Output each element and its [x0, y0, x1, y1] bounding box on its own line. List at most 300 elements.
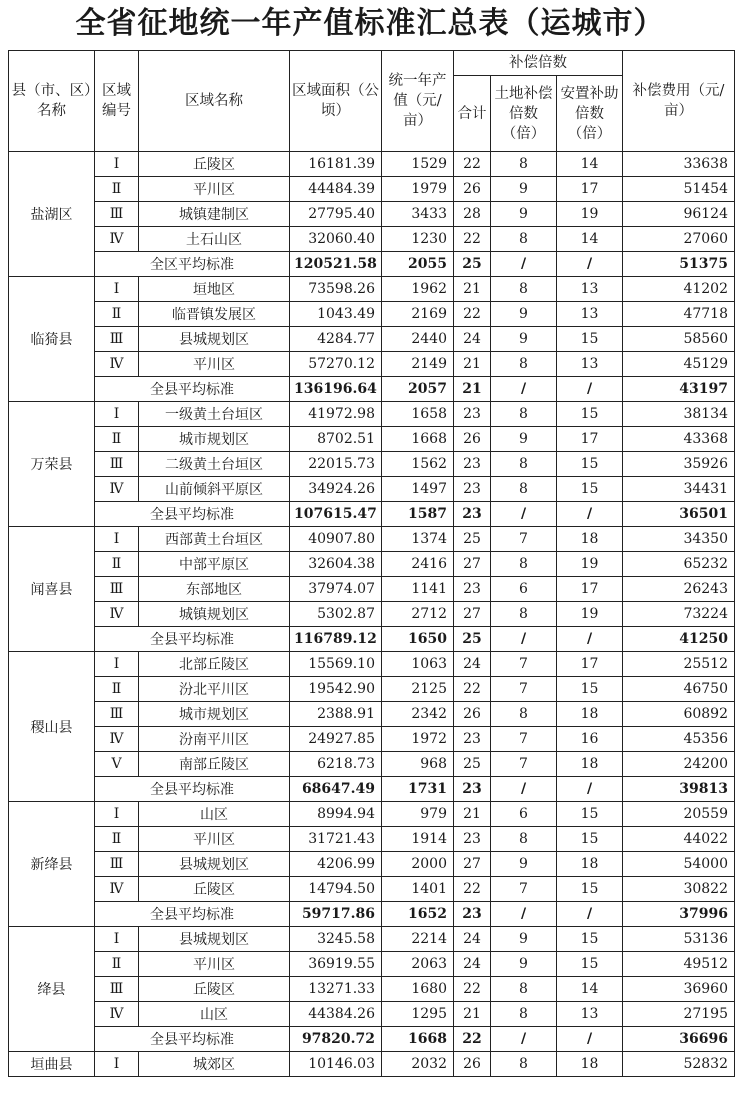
annual-value: 979: [382, 802, 454, 827]
county-name: 垣曲县: [9, 1052, 95, 1077]
resettle-multiple: 17: [557, 427, 623, 452]
land-multiple: 8: [491, 1002, 557, 1027]
table-row: [9, 702, 735, 727]
resettle-multiple: 15: [557, 802, 623, 827]
annual-value: 1562: [382, 452, 454, 477]
compensation-fee: 34431: [623, 477, 735, 502]
average-label: 全县平均标准: [95, 777, 290, 802]
land-multiple: 7: [491, 677, 557, 702]
average-total: 23: [454, 902, 491, 927]
region-area: 13271.33: [290, 977, 382, 1002]
compensation-fee: 51454: [623, 177, 735, 202]
compensation-fee: 24200: [623, 752, 735, 777]
resettle-multiple: 18: [557, 852, 623, 877]
region-area: 24927.85: [290, 727, 382, 752]
average-label: 全县平均标准: [95, 377, 290, 402]
average-label: 全县平均标准: [95, 502, 290, 527]
multiple-total: 26: [454, 1052, 491, 1077]
average-value: 1587: [382, 502, 454, 527]
compensation-fee: 53136: [623, 927, 735, 952]
annual-value: 1972: [382, 727, 454, 752]
average-total: 22: [454, 1027, 491, 1052]
average-area: 68647.49: [290, 777, 382, 802]
region-code: Ⅴ: [95, 752, 139, 777]
annual-value: 2169: [382, 302, 454, 327]
region-area: 5302.87: [290, 602, 382, 627]
compensation-fee: 73224: [623, 602, 735, 627]
multiple-total: 22: [454, 677, 491, 702]
table-row: [9, 1002, 735, 1027]
multiple-total: 24: [454, 327, 491, 352]
county-name: 绛县: [9, 927, 95, 1052]
region-area: 32060.40: [290, 227, 382, 252]
land-multiple: 8: [491, 602, 557, 627]
annual-value: 1529: [382, 152, 454, 177]
region-code: Ⅲ: [95, 202, 139, 227]
multiple-total: 21: [454, 352, 491, 377]
region-name: 县城规划区: [139, 927, 290, 952]
land-multiple: 6: [491, 802, 557, 827]
average-resettle: /: [557, 1027, 623, 1052]
multiple-total: 23: [454, 402, 491, 427]
region-area: 22015.73: [290, 452, 382, 477]
annual-value: 2000: [382, 852, 454, 877]
compensation-fee: 27195: [623, 1002, 735, 1027]
land-multiple: 8: [491, 1052, 557, 1077]
region-area: 4206.99: [290, 852, 382, 877]
region-code: Ⅱ: [95, 952, 139, 977]
average-value: 2055: [382, 252, 454, 277]
compensation-fee: 33638: [623, 152, 735, 177]
region-code: Ⅲ: [95, 452, 139, 477]
land-multiple: 9: [491, 327, 557, 352]
multiple-total: 24: [454, 927, 491, 952]
table-row: [9, 177, 735, 202]
compensation-fee: 43368: [623, 427, 735, 452]
compensation-table: [8, 50, 735, 1077]
region-code: Ⅱ: [95, 427, 139, 452]
region-area: 41972.98: [290, 402, 382, 427]
average-fee: 37996: [623, 902, 735, 927]
land-multiple: 7: [491, 727, 557, 752]
county-name: 盐湖区: [9, 152, 95, 277]
region-code: Ⅳ: [95, 602, 139, 627]
region-name: 东部地区: [139, 577, 290, 602]
annual-value: 1295: [382, 1002, 454, 1027]
multiple-total: 27: [454, 552, 491, 577]
average-fee: 36696: [623, 1027, 735, 1052]
compensation-fee: 54000: [623, 852, 735, 877]
average-total: 21: [454, 377, 491, 402]
region-area: 31721.43: [290, 827, 382, 852]
average-row: [9, 902, 735, 927]
land-multiple: 8: [491, 552, 557, 577]
region-area: 8702.51: [290, 427, 382, 452]
multiple-total: 22: [454, 227, 491, 252]
region-name: 一级黄土台垣区: [139, 402, 290, 427]
region-code: Ⅰ: [95, 652, 139, 677]
compensation-fee: 65232: [623, 552, 735, 577]
table-row: [9, 227, 735, 252]
multiple-total: 26: [454, 177, 491, 202]
resettle-multiple: 18: [557, 702, 623, 727]
region-area: 15569.10: [290, 652, 382, 677]
average-row: [9, 502, 735, 527]
resettle-multiple: 14: [557, 152, 623, 177]
region-name: 南部丘陵区: [139, 752, 290, 777]
region-area: 32604.38: [290, 552, 382, 577]
annual-value: 1680: [382, 977, 454, 1002]
header-name: 区域名称: [139, 51, 290, 152]
average-fee: 43197: [623, 377, 735, 402]
land-multiple: 8: [491, 977, 557, 1002]
land-multiple: 7: [491, 752, 557, 777]
multiple-total: 23: [454, 452, 491, 477]
multiple-total: 25: [454, 752, 491, 777]
multiple-total: 23: [454, 727, 491, 752]
average-row: [9, 252, 735, 277]
average-area: 97820.72: [290, 1027, 382, 1052]
annual-value: 1374: [382, 527, 454, 552]
table-row: [9, 402, 735, 427]
region-area: 44484.39: [290, 177, 382, 202]
table-row: [9, 602, 735, 627]
region-area: 14794.50: [290, 877, 382, 902]
resettle-multiple: 13: [557, 277, 623, 302]
table-row: [9, 952, 735, 977]
resettle-multiple: 18: [557, 1052, 623, 1077]
table-row: [9, 827, 735, 852]
region-name: 临晋镇发展区: [139, 302, 290, 327]
table-row: [9, 1052, 735, 1077]
table-row: [9, 427, 735, 452]
annual-value: 1063: [382, 652, 454, 677]
annual-value: 968: [382, 752, 454, 777]
region-code: Ⅰ: [95, 277, 139, 302]
annual-value: 2342: [382, 702, 454, 727]
average-row: [9, 627, 735, 652]
region-code: Ⅳ: [95, 877, 139, 902]
land-multiple: 9: [491, 427, 557, 452]
multiple-total: 26: [454, 427, 491, 452]
table-row: [9, 802, 735, 827]
table-row: [9, 327, 735, 352]
compensation-fee: 46750: [623, 677, 735, 702]
region-area: 57270.12: [290, 352, 382, 377]
compensation-fee: 38134: [623, 402, 735, 427]
county-name: 闻喜县: [9, 527, 95, 652]
multiple-total: 22: [454, 152, 491, 177]
average-total: 25: [454, 252, 491, 277]
annual-value: 1230: [382, 227, 454, 252]
average-label: 全县平均标准: [95, 902, 290, 927]
region-name: 城市规划区: [139, 702, 290, 727]
table-row: [9, 452, 735, 477]
region-area: 44384.26: [290, 1002, 382, 1027]
region-area: 1043.49: [290, 302, 382, 327]
region-code: Ⅱ: [95, 552, 139, 577]
land-multiple: 9: [491, 177, 557, 202]
region-code: Ⅱ: [95, 302, 139, 327]
average-resettle: /: [557, 777, 623, 802]
region-area: 16181.39: [290, 152, 382, 177]
table-row: [9, 877, 735, 902]
land-multiple: 8: [491, 402, 557, 427]
region-area: 2388.91: [290, 702, 382, 727]
land-multiple: 9: [491, 952, 557, 977]
annual-value: 1979: [382, 177, 454, 202]
region-name: 垣地区: [139, 277, 290, 302]
region-area: 3245.58: [290, 927, 382, 952]
average-fee: 39813: [623, 777, 735, 802]
average-row: [9, 1027, 735, 1052]
multiple-total: 24: [454, 652, 491, 677]
region-name: 山区: [139, 802, 290, 827]
region-area: 6218.73: [290, 752, 382, 777]
table-row: [9, 752, 735, 777]
region-code: Ⅰ: [95, 152, 139, 177]
table-row: [9, 477, 735, 502]
region-code: Ⅰ: [95, 802, 139, 827]
average-area: 136196.64: [290, 377, 382, 402]
land-multiple: 9: [491, 202, 557, 227]
compensation-fee: 41202: [623, 277, 735, 302]
header-code: 区域编号: [95, 51, 139, 152]
header-multiple-group: 补偿倍数: [454, 51, 623, 76]
land-multiple: 8: [491, 227, 557, 252]
resettle-multiple: 17: [557, 177, 623, 202]
compensation-fee: 52832: [623, 1052, 735, 1077]
compensation-fee: 36960: [623, 977, 735, 1002]
land-multiple: 9: [491, 302, 557, 327]
region-code: Ⅱ: [95, 827, 139, 852]
multiple-total: 27: [454, 602, 491, 627]
region-name: 北部丘陵区: [139, 652, 290, 677]
average-area: 107615.47: [290, 502, 382, 527]
annual-value: 1401: [382, 877, 454, 902]
average-total: 23: [454, 502, 491, 527]
resettle-multiple: 15: [557, 952, 623, 977]
header-fee: 补偿费用（元/亩）: [623, 51, 735, 152]
average-land: /: [491, 777, 557, 802]
average-row: [9, 777, 735, 802]
average-label: 全区平均标准: [95, 252, 290, 277]
multiple-total: 25: [454, 527, 491, 552]
region-area: 40907.80: [290, 527, 382, 552]
region-code: Ⅱ: [95, 677, 139, 702]
average-land: /: [491, 1027, 557, 1052]
resettle-multiple: 19: [557, 552, 623, 577]
average-value: 1731: [382, 777, 454, 802]
land-multiple: 7: [491, 527, 557, 552]
table-row: [9, 852, 735, 877]
region-area: 27795.40: [290, 202, 382, 227]
annual-value: 1141: [382, 577, 454, 602]
county-name: 临猗县: [9, 277, 95, 402]
land-multiple: 8: [491, 277, 557, 302]
multiple-total: 22: [454, 877, 491, 902]
table-row: [9, 677, 735, 702]
average-value: 1668: [382, 1027, 454, 1052]
multiple-total: 28: [454, 202, 491, 227]
compensation-fee: 58560: [623, 327, 735, 352]
land-multiple: 7: [491, 652, 557, 677]
average-resettle: /: [557, 252, 623, 277]
average-value: 1650: [382, 627, 454, 652]
header-area: 区域面积（公顷）: [290, 51, 382, 152]
table-body: [9, 152, 735, 1077]
region-code: Ⅲ: [95, 852, 139, 877]
region-area: 73598.26: [290, 277, 382, 302]
region-area: 34924.26: [290, 477, 382, 502]
region-area: 36919.55: [290, 952, 382, 977]
region-code: Ⅱ: [95, 177, 139, 202]
region-name: 山区: [139, 1002, 290, 1027]
multiple-total: 23: [454, 577, 491, 602]
land-multiple: 8: [491, 152, 557, 177]
compensation-fee: 34350: [623, 527, 735, 552]
table-row: [9, 352, 735, 377]
region-name: 平川区: [139, 952, 290, 977]
annual-value: 2149: [382, 352, 454, 377]
compensation-fee: 27060: [623, 227, 735, 252]
table-row: [9, 577, 735, 602]
average-total: 25: [454, 627, 491, 652]
average-label: 全县平均标准: [95, 1027, 290, 1052]
region-code: Ⅲ: [95, 327, 139, 352]
region-code: Ⅳ: [95, 477, 139, 502]
county-name: 新绛县: [9, 802, 95, 927]
annual-value: 2712: [382, 602, 454, 627]
average-land: /: [491, 377, 557, 402]
multiple-total: 26: [454, 702, 491, 727]
resettle-multiple: 18: [557, 752, 623, 777]
header-county: 县（市、区）名称: [9, 51, 95, 152]
average-resettle: /: [557, 377, 623, 402]
annual-value: 2032: [382, 1052, 454, 1077]
multiple-total: 21: [454, 1002, 491, 1027]
compensation-fee: 96124: [623, 202, 735, 227]
region-name: 城镇建制区: [139, 202, 290, 227]
region-code: Ⅲ: [95, 702, 139, 727]
table-row: [9, 152, 735, 177]
resettle-multiple: 17: [557, 652, 623, 677]
region-area: 4284.77: [290, 327, 382, 352]
annual-value: 2063: [382, 952, 454, 977]
resettle-multiple: 14: [557, 227, 623, 252]
annual-value: 2125: [382, 677, 454, 702]
table-row: [9, 927, 735, 952]
region-code: Ⅰ: [95, 402, 139, 427]
average-value: 1652: [382, 902, 454, 927]
compensation-fee: 45129: [623, 352, 735, 377]
annual-value: 1914: [382, 827, 454, 852]
county-name: 万荣县: [9, 402, 95, 527]
table-row: [9, 527, 735, 552]
average-fee: 41250: [623, 627, 735, 652]
multiple-total: 21: [454, 802, 491, 827]
table-row: [9, 202, 735, 227]
multiple-total: 23: [454, 477, 491, 502]
resettle-multiple: 13: [557, 1002, 623, 1027]
average-fee: 51375: [623, 252, 735, 277]
compensation-fee: 47718: [623, 302, 735, 327]
land-multiple: 6: [491, 577, 557, 602]
region-name: 汾南平川区: [139, 727, 290, 752]
compensation-fee: 49512: [623, 952, 735, 977]
land-multiple: 8: [491, 477, 557, 502]
resettle-multiple: 18: [557, 527, 623, 552]
region-code: Ⅲ: [95, 577, 139, 602]
annual-value: 2416: [382, 552, 454, 577]
multiple-total: 22: [454, 302, 491, 327]
table-row: [9, 977, 735, 1002]
region-code: Ⅰ: [95, 527, 139, 552]
average-resettle: /: [557, 502, 623, 527]
annual-value: 2214: [382, 927, 454, 952]
region-code: Ⅳ: [95, 352, 139, 377]
county-name: 稷山县: [9, 652, 95, 802]
annual-value: 1668: [382, 427, 454, 452]
average-land: /: [491, 902, 557, 927]
multiple-total: 22: [454, 977, 491, 1002]
compensation-fee: 45356: [623, 727, 735, 752]
land-multiple: 8: [491, 702, 557, 727]
resettle-multiple: 13: [557, 352, 623, 377]
average-resettle: /: [557, 902, 623, 927]
average-land: /: [491, 627, 557, 652]
header-resettle: 安置补助倍数（倍）: [557, 76, 623, 152]
average-area: 116789.12: [290, 627, 382, 652]
header-land: 土地补偿倍数（倍）: [491, 76, 557, 152]
page-title: 全省征地统一年产值标准汇总表（运城市）: [75, 6, 665, 41]
average-row: [9, 377, 735, 402]
region-name: 二级黄土台垣区: [139, 452, 290, 477]
region-name: 山前倾斜平原区: [139, 477, 290, 502]
header-value: 统一年产值（元/亩）: [382, 51, 454, 152]
average-area: 120521.58: [290, 252, 382, 277]
compensation-fee: 20559: [623, 802, 735, 827]
region-name: 城市规划区: [139, 427, 290, 452]
table-row: [9, 652, 735, 677]
region-area: 19542.90: [290, 677, 382, 702]
region-name: 平川区: [139, 827, 290, 852]
region-name: 土石山区: [139, 227, 290, 252]
region-name: 汾北平川区: [139, 677, 290, 702]
annual-value: 1962: [382, 277, 454, 302]
region-name: 城郊区: [139, 1052, 290, 1077]
resettle-multiple: 15: [557, 402, 623, 427]
region-code: Ⅳ: [95, 1002, 139, 1027]
region-name: 平川区: [139, 177, 290, 202]
average-fee: 36501: [623, 502, 735, 527]
region-code: Ⅲ: [95, 977, 139, 1002]
land-multiple: 9: [491, 927, 557, 952]
annual-value: 1497: [382, 477, 454, 502]
multiple-total: 21: [454, 277, 491, 302]
region-area: 37974.07: [290, 577, 382, 602]
resettle-multiple: 15: [557, 327, 623, 352]
compensation-fee: 60892: [623, 702, 735, 727]
average-resettle: /: [557, 627, 623, 652]
resettle-multiple: 14: [557, 977, 623, 1002]
region-name: 丘陵区: [139, 977, 290, 1002]
region-name: 县城规划区: [139, 327, 290, 352]
average-label: 全县平均标准: [95, 627, 290, 652]
region-area: 8994.94: [290, 802, 382, 827]
resettle-multiple: 15: [557, 827, 623, 852]
resettle-multiple: 15: [557, 452, 623, 477]
